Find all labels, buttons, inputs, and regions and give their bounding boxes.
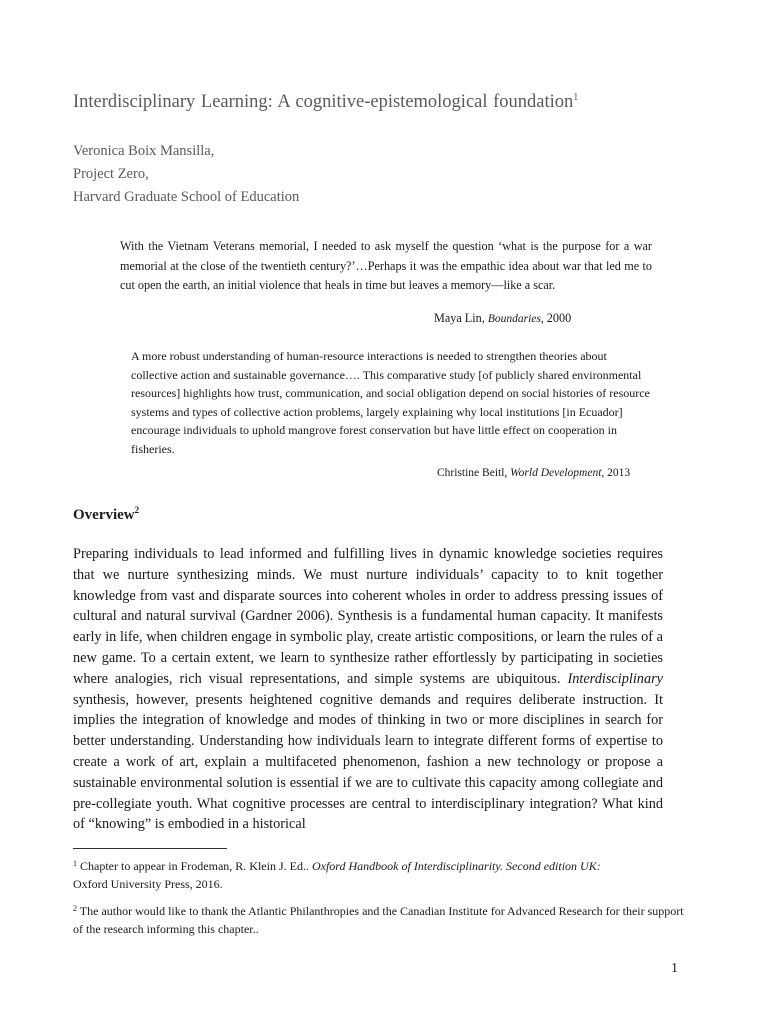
section-heading <box>73 505 139 524</box>
footnote-1-italic: Oxford Handbook of Interdisciplinarity. Second edition UK: <box>311 859 601 873</box>
author-block <box>73 140 299 209</box>
epigraph-1-year: 2000 <box>546 311 572 325</box>
epigraph-1-author: Maya Lin, <box>434 311 485 325</box>
body-paragraph <box>73 544 663 835</box>
epigraph-1-source: Boundaries, <box>487 313 544 325</box>
epigraph-quote-1: With the Vietnam Veterans memorial, I needed to ask myself the question ‘what is the purpose for a war memorial at the close of the twentieth century?’…Perhaps it was the empathic idea about war that led me to cut open the earth, an initial violence that heals in time but leaves a memory—like a scar. <box>120 239 652 292</box>
body-text-part-1: Preparing individuals to lead informed and fulfilling lives in dynamic knowledge societies requires that we nurture synthesizing minds. We must nurture individuals’ capacity to to knit together knowledge from vast and disparate sources into coherent wholes in order to address pressing issues of cultural and natural survival (Gardner 2006). Synthesis is a fundamental human capacity. It manifests early in life, when children engage in symbolic play, create artistic compositions, or learn the rules of a new game. To a certain extent, we learn to synthesize rather effortlessly by participating in societies where analogies, rich visual representations, and simple systems are ubiquitous. <box>73 546 663 687</box>
page-number: 1 <box>671 961 678 976</box>
author-affiliation-1: Project Zero, <box>73 166 149 182</box>
footnote-2-mark: 2 <box>73 904 77 913</box>
epigraph-quote-2: A more robust understanding of human-resource interactions is needed to strengthen theories about collective action and sustainable governance…. This comparative study [of publicly shared environmental resources] highlights how trust, communication, and social obligation depend on social histories of resource systems and types of collective action problems, largely explaining why local institutions [in Ecuador] encourage individuals to uphold mangrove forest conservation but have little effect on cooperation in fisheries. <box>131 349 650 456</box>
footnote-1 <box>73 855 673 893</box>
author-affiliation-2: Harvard Graduate School of Education <box>73 189 300 205</box>
title-footnote-mark[interactable]: 1 <box>573 92 579 103</box>
paper-title <box>73 92 578 113</box>
section-heading-text: Overview <box>73 507 135 523</box>
epigraph-attribution-1 <box>434 311 571 326</box>
heading-footnote-mark[interactable]: 2 <box>134 505 140 515</box>
footnote-divider <box>73 848 227 849</box>
footnote-2-text: The author would like to thank the Atlantic Philanthropies and the Canadian Institute for Advanced Research for their support of the research informing this chapter.. <box>73 904 684 936</box>
body-text-part-2: synthesis, however, presents heightened cognitive demands and requires deliberate instruction. It implies the integration of knowledge and modes of thinking in two or more disciplines in search for better understanding. Understanding how individuals learn to integrate different forms of expertise to create a work of art, explain a multifaceted phenomenon, fashion a new technology or propose a sustainable environmental solution is essential if we are to cultivate this capacity among collegiate and pre-collegiate youth. What cognitive processes are central to interdisciplinary integration? What kind of “knowing” is embodied in a historical <box>73 691 663 833</box>
author-name: Veronica Boix Mansilla, <box>73 143 215 159</box>
epigraph-attribution-2 <box>437 467 630 479</box>
epigraph-2-year: 2013 <box>607 467 631 479</box>
body-italic-term: Interdisciplinary <box>567 670 663 687</box>
footnote-1-tail: Oxford University Press, 2016. <box>73 877 223 891</box>
footnote-1-text: Chapter to appear in Frodeman, R. Klein J. Ed.. <box>77 859 312 873</box>
footnote-1-mark: 1 <box>73 859 77 868</box>
footnote-2 <box>73 900 693 938</box>
paper-title-text: Interdisciplinary Learning: A cognitive-epistemological foundation <box>73 92 574 112</box>
epigraph-2-source: World Development, <box>510 467 605 479</box>
epigraph-2-author: Christine Beitl, <box>437 467 508 479</box>
